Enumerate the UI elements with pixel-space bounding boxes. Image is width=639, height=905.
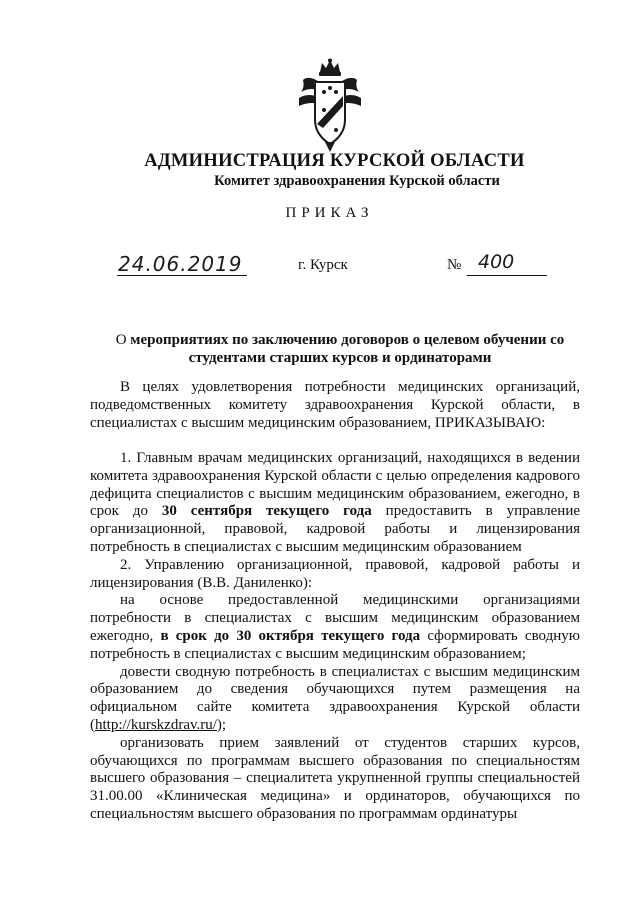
order-body bbox=[90, 379, 580, 824]
organization-title: АДМИНИСТРАЦИЯ КУРСКОЙ ОБЛАСТИ bbox=[144, 151, 525, 171]
p2a-deadline: в срок до 30 октября текущего года bbox=[160, 627, 421, 644]
p1-text-b: предоставить в управление организационной, правовой, кадровой работы и лицензирования потребность в специалистах с высшим медицинским образованием bbox=[90, 503, 581, 555]
p2a-text-a: на основе предоставленной медицинскими организациями потребности в специалистах с высшим медицинским образованием ежегодно, bbox=[90, 592, 580, 644]
paragraph-2: 2. Управлению организационной, правовой, кадровой работы и лицензирования (В.В. Даниленко): bbox=[90, 556, 580, 591]
subject-prefix: О bbox=[115, 332, 131, 348]
document-type: ПРИКАЗ bbox=[285, 205, 374, 221]
order-number: 400 bbox=[478, 251, 515, 273]
p1-text-a: 1. Главным врачам медицинских организаций, находящихся в ведении комитета здравоохранения Курской области с целью определения кадрового дефицита специалистов с высшим медицинским образованием, ежегодно, в срок до bbox=[90, 449, 580, 520]
city: г. Курск bbox=[298, 257, 348, 273]
number-underline bbox=[467, 275, 547, 276]
order-date: 24.06.2019 bbox=[118, 252, 243, 276]
p2a-text-b: сформировать сводную потребность в специалистах с высшим медицинским образованием; bbox=[90, 627, 580, 662]
date-underline bbox=[117, 275, 247, 276]
paragraph-2c: организовать прием заявлений от студентов старших курсов, обучающихся по программам высшего образования по специальностям высшего образования – специалитета укрупненной группы специальностей 31.00.00 «Клиническая медицина» и ординаторов, обучающихся по специальностям высшего образования по программам ординатуры bbox=[90, 734, 580, 822]
preamble: В целях удовлетворения потребности медицинских организаций, подведомственных комитету здравоохранения Курской области, в специалистах с высшим медицинским образованием, ПРИКАЗЫВАЮ: bbox=[90, 379, 580, 431]
subject-bold: мероприятиях по заключению договоров о целевом обучении со студентами старших курсов и ординаторами bbox=[130, 332, 565, 366]
coat-of-arms-icon bbox=[295, 58, 365, 153]
order-subject bbox=[90, 331, 590, 367]
paragraph-1 bbox=[90, 450, 580, 557]
p2b-text-b: ); bbox=[216, 716, 227, 733]
p2b-text-a: довести сводную потребность в специалистах с высшим медицинским образованием до сведения обучающихся путем размещения на официальном сайте комитета здравоохранения Курской области ( bbox=[90, 663, 580, 733]
website-link[interactable]: http://kurskzdrav.ru/ bbox=[95, 716, 217, 733]
paragraph-2a bbox=[90, 592, 580, 663]
p1-deadline: 30 сентября текущего года bbox=[161, 503, 372, 520]
number-label: № bbox=[447, 257, 462, 273]
committee-title: Комитет здравоохранения Курской области bbox=[214, 173, 500, 189]
paragraph-2b bbox=[90, 664, 580, 735]
